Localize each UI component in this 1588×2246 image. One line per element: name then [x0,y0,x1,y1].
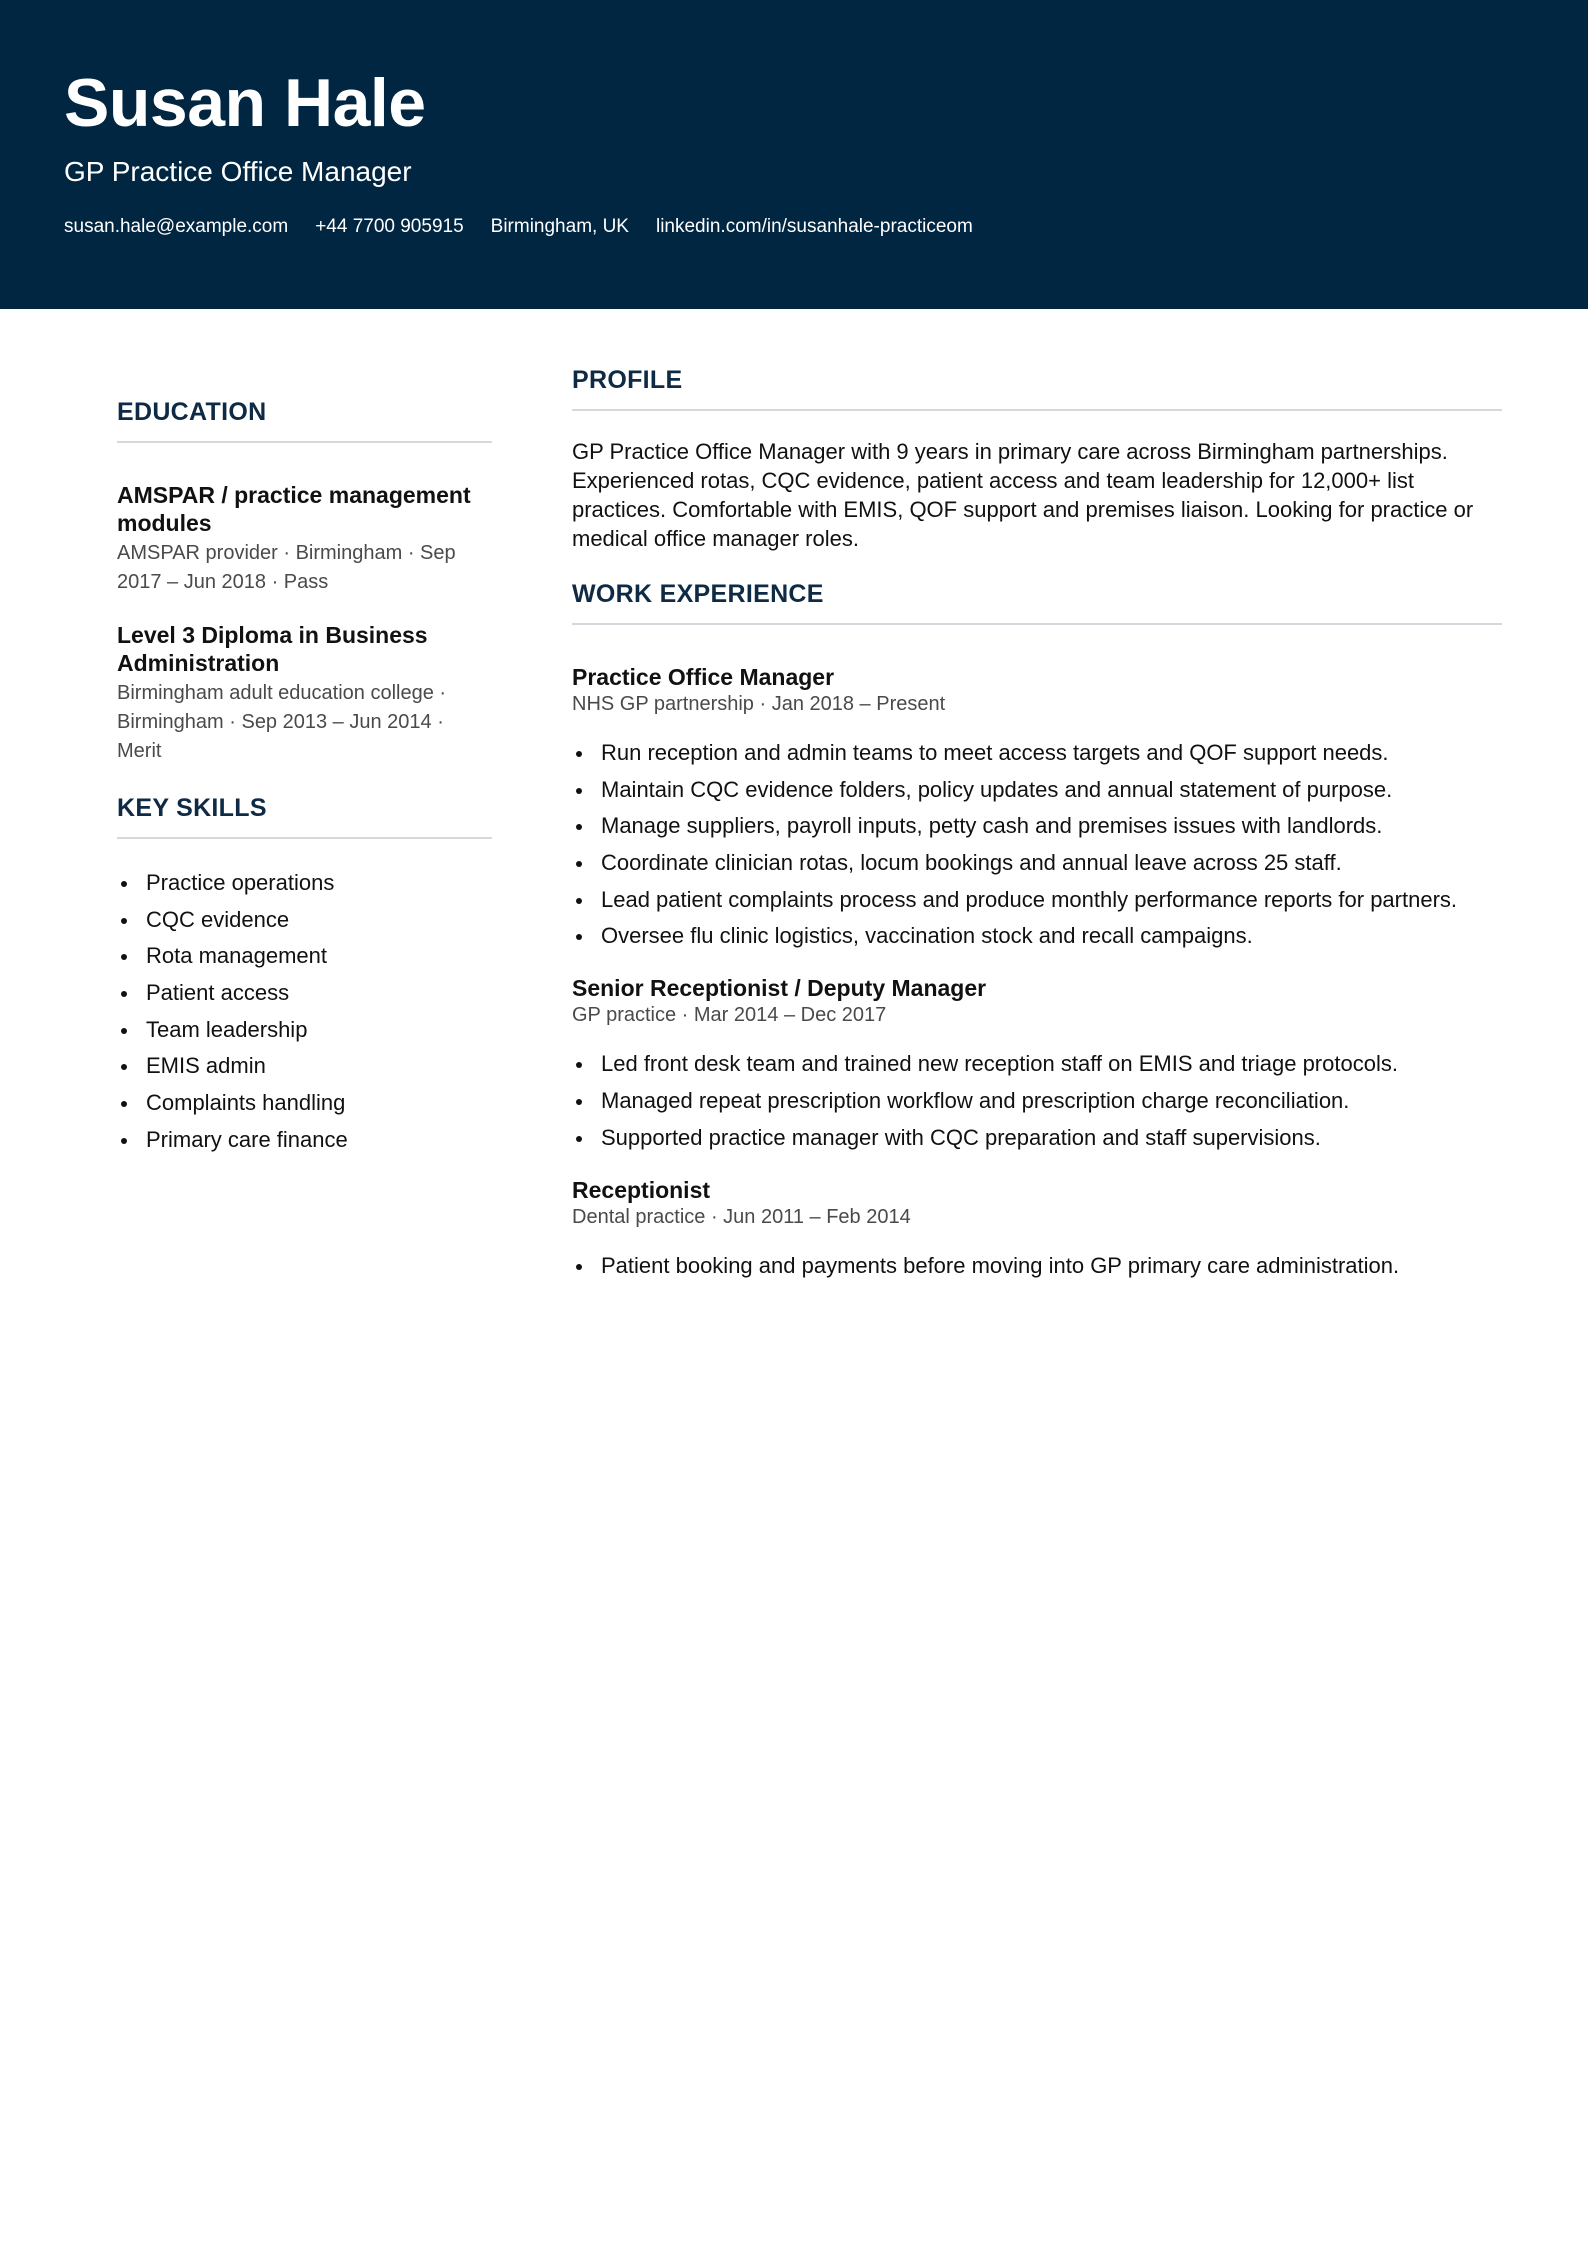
job-bullet: Supported practice manager with CQC preparation and staff supervisions. [572,1124,1502,1152]
skill-item: Patient access [117,979,492,1007]
job-title: Senior Receptionist / Deputy Manager [572,975,987,1002]
education-section [117,396,492,766]
contact-linkedin: linkedin.com/in/susanhale-practiceom [655,216,973,237]
job-entry [572,974,1502,1151]
job-bullet: Led front desk team and trained new reception staff on EMIS and triage protocols. [572,1050,1502,1078]
skill-item: CQC evidence [117,906,492,934]
job-meta: Dental practice · Jun 2011 – Feb 2014 [572,1205,911,1228]
job-bullet: Oversee flu clinic logistics, vaccination stock and recall campaigns. [572,922,1502,950]
candidate-name: Susan Hale [64,65,426,141]
job-bullet: Run reception and admin teams to meet access targets and QOF support needs. [572,739,1502,767]
job-bullet: Maintain CQC evidence folders, policy updates and annual statement of purpose. [572,776,1502,804]
profile-summary: GP Practice Office Manager with 9 years in primary care across Birmingham partnerships. Experienced rotas, CQC evidence, patient access and team leadership for 12,000+ list practices. Comfortable with EMIS, QOF support and premises liaison. Looking for practice or medical office manager roles. [572,439,1474,551]
job-title: Practice Office Manager [572,664,835,690]
skills-list [117,869,492,1154]
skill-item: Rota management [117,942,492,970]
job-bullet: Managed repeat prescription workflow and prescription charge reconciliation. [572,1087,1502,1115]
resume-header [0,0,1588,309]
education-degree: Level 3 Diploma in Business Administration [117,622,428,676]
education-meta: AMSPAR provider · Birmingham · Sep 2017 – Jun 2018 · Pass [117,542,456,593]
job-title: Receptionist [572,1176,711,1203]
job-bullet: Coordinate clinician rotas, locum bookings and annual leave across 25 staff. [572,849,1502,877]
education-heading: EDUCATION [117,396,492,443]
job-entry [572,1176,1502,1280]
job-bullets [572,1050,1502,1151]
education-meta: Birmingham adult education college · Birmingham · Sep 2013 – Jun 2014 · Merit [117,682,447,762]
right-column [572,364,1502,1280]
contact-line [64,214,973,240]
skill-item: Complaints handling [117,1089,492,1117]
contact-location: Birmingham, UK [490,216,629,237]
skill-item: Practice operations [117,869,492,897]
profile-heading: PROFILE [572,364,1502,411]
job-meta: GP practice · Mar 2014 – Dec 2017 [572,1004,887,1027]
contact-phone: +44 7700 905915 [315,216,464,237]
job-meta: NHS GP partnership · Jan 2018 – Present [572,693,946,715]
job-bullets [572,1252,1502,1280]
job-bullets [572,739,1502,950]
profile-section [572,364,1502,553]
left-column [117,396,492,1154]
skill-item: Primary care finance [117,1126,492,1154]
candidate-role: GP Practice Office Manager [64,156,412,187]
skill-item: EMIS admin [117,1052,492,1080]
job-bullet: Manage suppliers, payroll inputs, petty cash and premises issues with landlords. [572,812,1502,840]
job-bullet: Patient booking and payments before moving into GP primary care administration. [572,1252,1502,1280]
job-bullet: Lead patient complaints process and produce monthly performance reports for partners. [572,886,1502,914]
job-entry [572,663,1502,950]
education-item [117,621,492,766]
education-item [117,481,492,597]
skills-heading: KEY SKILLS [117,792,492,839]
work-experience-heading: WORK EXPERIENCE [572,578,1502,625]
skill-item: Team leadership [117,1016,492,1044]
skills-section [117,792,492,1154]
education-degree: AMSPAR / practice management modules [117,482,471,536]
work-experience-section [572,578,1502,1280]
contact-email: susan.hale@example.com [64,216,289,237]
